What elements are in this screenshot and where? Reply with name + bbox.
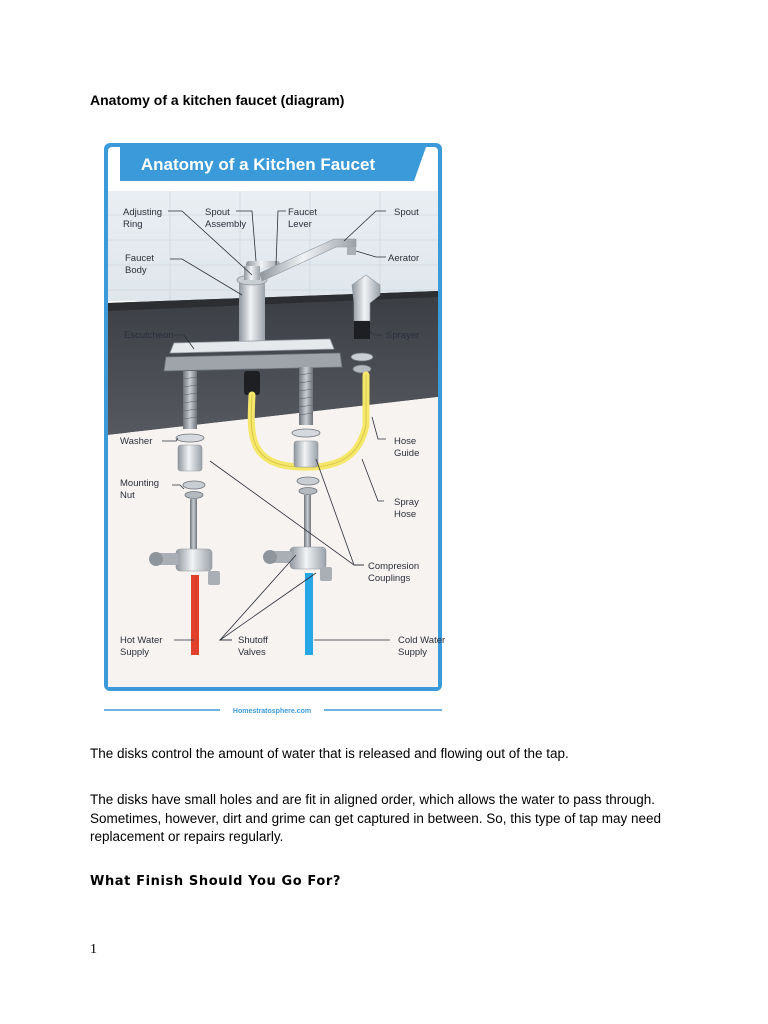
right-shank	[299, 367, 313, 425]
sprayer-washer	[351, 353, 373, 361]
mounting-nut-right	[297, 477, 319, 485]
supply-pipe-left	[190, 499, 197, 551]
label-spout-assembly: Spout Assembly	[205, 207, 247, 230]
section-heading: What Finish Should You Go For?	[90, 874, 342, 889]
sprayer-nut	[353, 365, 371, 373]
label-spray-hose: Spray Hose	[394, 497, 419, 520]
label-spout: Spout	[394, 207, 419, 218]
left-shank	[183, 371, 197, 429]
label-faucet-lever: Faucet Lever	[288, 207, 318, 230]
label-compression-couplings: Compresion Couplings	[368, 561, 420, 584]
diagram-svg	[90, 135, 450, 720]
label-hot-water-supply: Hot Water Supply	[120, 635, 163, 658]
mounting-nut-left-2	[185, 492, 203, 499]
faucet-anatomy-diagram	[90, 135, 450, 720]
diagram-title: Anatomy of a Kitchen Faucet	[140, 155, 376, 174]
washer-right	[292, 429, 320, 437]
paragraph-disks-holes	[90, 791, 690, 847]
paragraph-disks-control	[90, 745, 690, 764]
washer-left	[176, 434, 204, 442]
page-number: 1	[90, 942, 97, 957]
coupling-left	[178, 445, 202, 471]
coupling-right	[294, 441, 318, 467]
spout-assembly	[244, 266, 260, 280]
cold-water-pipe	[305, 573, 313, 655]
label-shutoff-valves: Shutoff Valves	[238, 635, 268, 658]
paragraph-line: Sometimes, however, dirt and grime can get captured in between. So, this type of tap may need	[90, 810, 662, 826]
faucet-body	[239, 280, 265, 342]
label-sprayer: Sprayer	[386, 330, 420, 341]
label-cold-water-supply: Cold Water Supply	[398, 635, 446, 658]
label-washer: Washer	[120, 436, 153, 447]
supply-pipe-right	[304, 495, 311, 551]
paragraph-line: replacement or repairs regularly.	[90, 829, 284, 844]
center-stub	[244, 371, 260, 395]
mounting-nut-right-2	[299, 488, 317, 495]
label-adjusting-ring: Adjusting Ring	[123, 207, 163, 230]
paragraph-line: The disks control the amount of water that is released and flowing out of the tap.	[90, 746, 569, 761]
document-heading: Anatomy of a kitchen faucet (diagram)	[90, 92, 345, 108]
label-mounting-nut: Mounting Nut	[120, 478, 160, 501]
source-credit: Homestratosphere.com	[232, 708, 312, 715]
hot-water-pipe	[191, 575, 199, 655]
aerator	[347, 247, 356, 255]
mounting-nut-left	[183, 481, 205, 489]
label-hose-guide: Hose Guide	[394, 436, 420, 459]
label-escutcheon: Escutcheon	[124, 330, 174, 341]
label-aerator: Aerator	[388, 253, 420, 264]
sprayer-base	[354, 321, 370, 339]
label-faucet-body: Faucet Body	[125, 253, 155, 276]
paragraph-line: The disks have small holes and are fit in aligned order, which allows the water to pass through.	[90, 792, 656, 807]
